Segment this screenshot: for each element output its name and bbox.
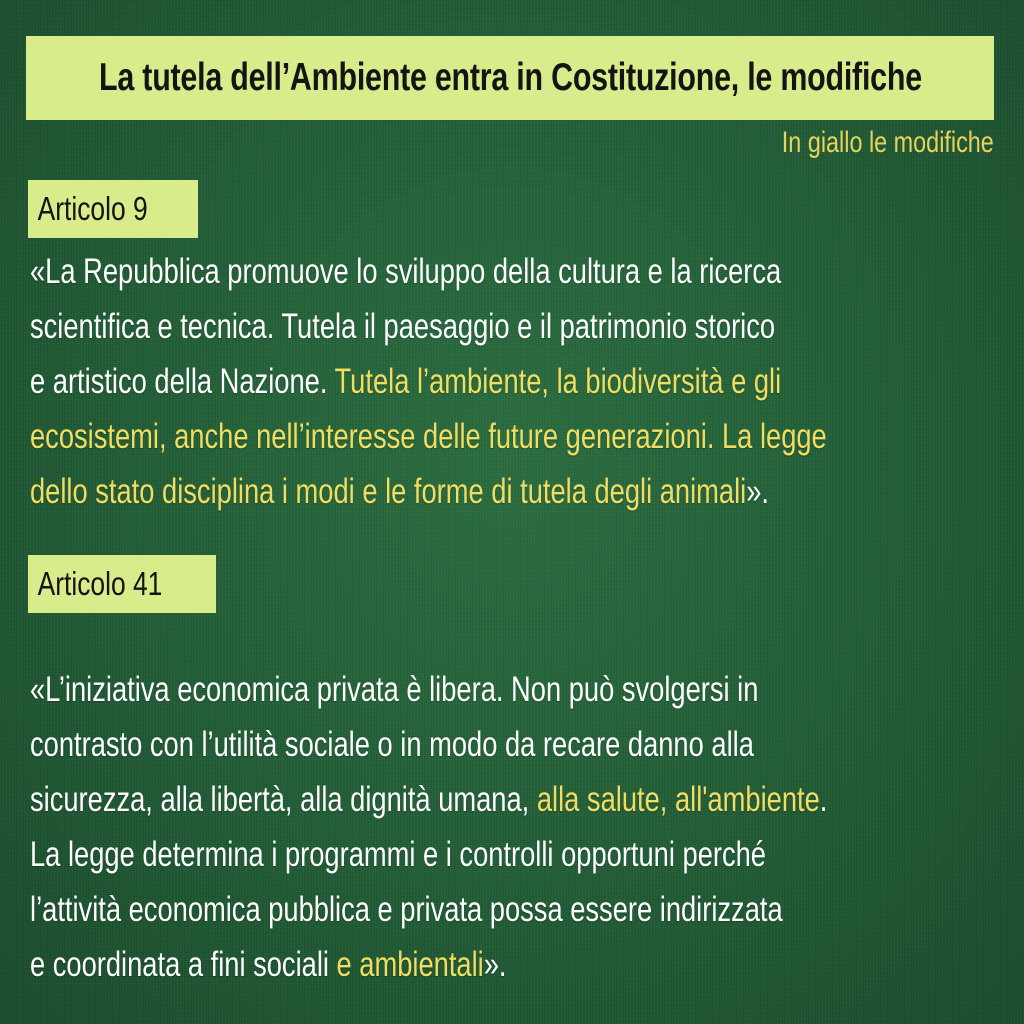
title-banner <box>26 36 994 120</box>
plain-text: sicurezza, alla libertà, alla dignità umana, <box>30 780 537 819</box>
highlighted-text: Tutela l’ambiente, la biodiversità e gli <box>334 362 782 401</box>
article-41-line-5 <box>30 882 997 937</box>
plain-text: . <box>819 780 828 819</box>
article-9-label: Articolo 9 <box>37 190 148 227</box>
plain-text: e artistico della Nazione. <box>30 362 335 401</box>
highlighted-text: ecosistemi, anche nell’interesse delle future generazioni. La legge <box>30 417 827 456</box>
plain-text: e coordinata a fini sociali <box>30 945 337 984</box>
article-9-text <box>30 244 997 519</box>
article-41-line-4 <box>30 827 997 882</box>
plain-text: «L’iniziativa economica privata è libera. Non può svolgersi in <box>30 670 759 709</box>
article-9-line-4 <box>30 409 997 464</box>
article-41-label: Articolo 41 <box>37 565 163 602</box>
article-9-line-2 <box>30 299 997 354</box>
plain-text: contrasto con l’utilità sociale o in modo da recare danno alla <box>30 725 754 764</box>
plain-text: ». <box>746 472 770 511</box>
article-41-line-1 <box>30 662 997 717</box>
article-9-label-box <box>28 180 198 238</box>
plain-text: scientifica e tecnica. Tutela il paesaggio e il patrimonio storico <box>30 307 776 346</box>
article-9-line-3 <box>30 354 997 409</box>
highlighted-text: e ambientali <box>336 945 484 984</box>
article-41-line-3 <box>30 772 997 827</box>
page-title: La tutela dell’Ambiente entra in Costituzione, le modifiche <box>98 56 922 99</box>
article-9-line-5 <box>30 464 997 519</box>
plain-text: ». <box>483 945 507 984</box>
article-9-line-1 <box>30 244 997 299</box>
article-41-text <box>30 662 997 992</box>
subtitle-legend: In giallo le modifiche <box>781 126 994 159</box>
plain-text: La legge determina i programmi e i controlli opportuni perché <box>30 835 766 874</box>
plain-text: «La Repubblica promuove lo sviluppo della cultura e la ricerca <box>30 252 782 291</box>
article-41-line-2 <box>30 717 997 772</box>
highlighted-text: dello stato disciplina i modi e le forme di tutela degli animali <box>30 472 747 511</box>
plain-text: l’attività economica pubblica e privata possa essere indirizzata <box>30 890 783 929</box>
article-41-label-box <box>28 555 216 613</box>
article-41-line-6 <box>30 937 997 992</box>
highlighted-text: alla salute, all'ambiente <box>536 780 820 819</box>
